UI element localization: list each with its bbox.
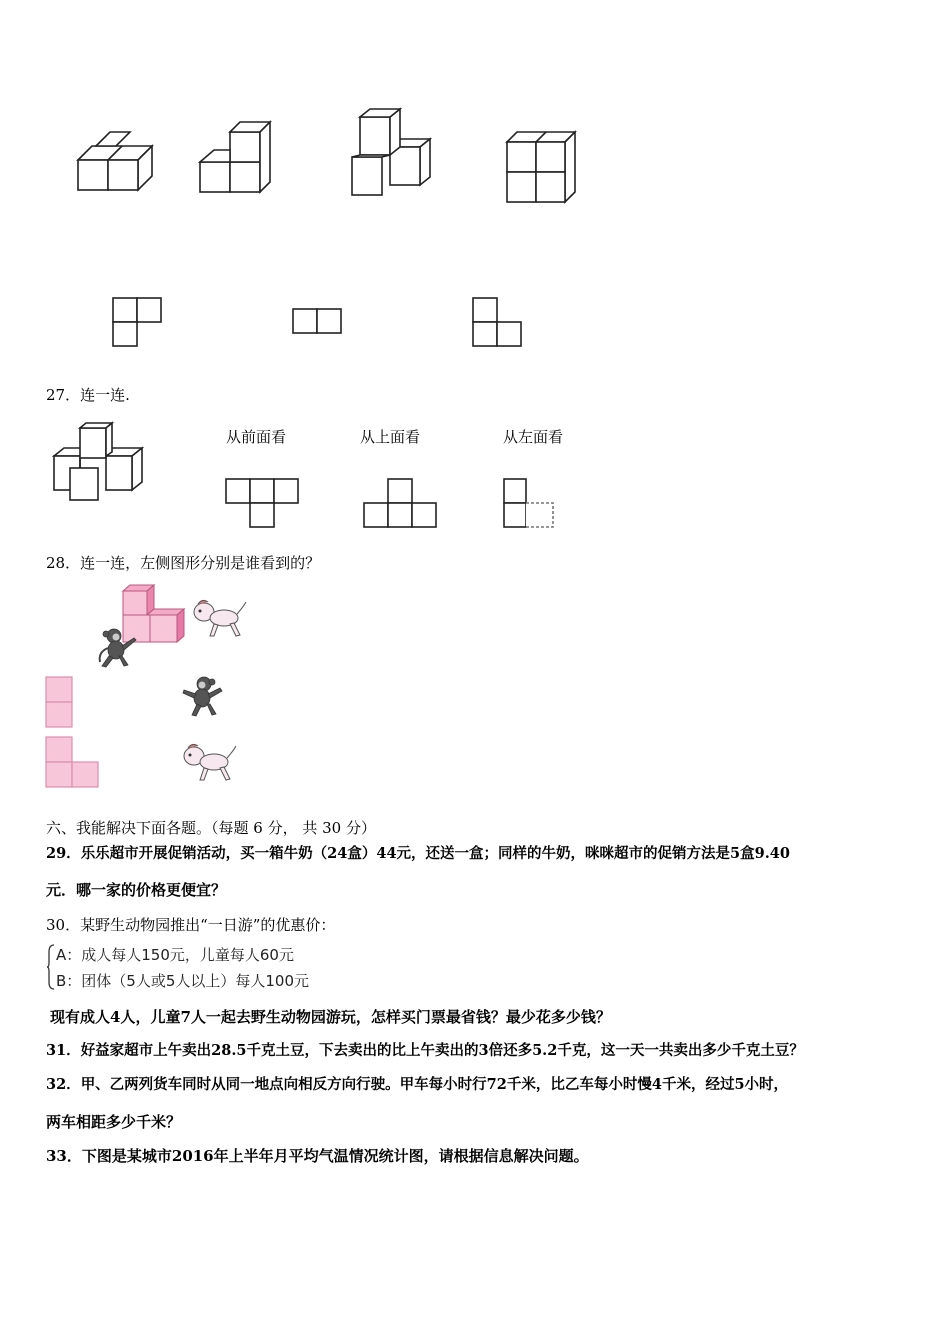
- question-32-line2: 两车相距多少千米？: [46, 1113, 182, 1131]
- question-text: 好益家超市上午卖出28.5千克土豆，下去卖出的比上午卖出的3倍还多5.2千克，这一天一共卖出多少千克土豆？: [80, 1042, 804, 1059]
- question-number: 28．: [46, 554, 81, 572]
- question-number: 31．: [46, 1042, 81, 1059]
- question-number: 33．: [46, 1147, 82, 1165]
- option-b: B：团体（5人或5人以上）每人100元: [56, 972, 310, 990]
- flat-view-2: [292, 308, 344, 336]
- question-28: [46, 553, 320, 573]
- q27-left-view: [503, 478, 555, 530]
- dog-icon: [190, 598, 250, 640]
- dog-icon-2: [180, 742, 240, 784]
- question-number: 27．: [46, 386, 81, 404]
- question-text: 某野生动物园推出“一日游”的优惠价：: [80, 916, 336, 934]
- question-30-ask: 现有成人4人，儿童7人一起去野生动物园游玩，怎样买门票最省钱？最少花多少钱？: [50, 1008, 611, 1026]
- cube-figure-3: [350, 115, 434, 197]
- question-number: 32．: [46, 1076, 81, 1093]
- question-33: [46, 1146, 589, 1166]
- cube-figure-1: [76, 138, 156, 194]
- view-label-front: 从前面看: [226, 428, 287, 446]
- question-32-line1: [46, 1075, 788, 1095]
- view-label-left: 从左面看: [503, 428, 564, 446]
- q27-front-view: [225, 478, 301, 530]
- option-a: A：成人每人150元，儿童每人60元: [56, 946, 294, 964]
- question-27: [46, 385, 130, 405]
- flat-view-1: [112, 297, 164, 347]
- monkey-icon-2: [182, 674, 228, 718]
- brace-icon: [46, 944, 56, 990]
- monkey-icon: [94, 626, 140, 670]
- question-text: 连一连，左侧图形分别是谁看到的？: [80, 554, 321, 572]
- cube-figure-2: [198, 122, 274, 194]
- question-31: [46, 1041, 804, 1061]
- q27-top-view: [363, 478, 439, 530]
- question-text: 下图是某城市2016年上半年月平均气温情况统计图，请根据信息解决问题。: [81, 1147, 589, 1165]
- question-text: 甲、乙两列货车同时从同一地点向相反方向行驶。甲车每小时行72千米，比乙车每小时慢4千米，经过5小时，: [80, 1076, 789, 1093]
- flat-view-3: [472, 297, 524, 347]
- question-29-line1: [46, 844, 790, 864]
- question-number: 30．: [46, 916, 81, 934]
- question-text: 连一连.: [80, 386, 130, 404]
- view-label-top: 从上面看: [360, 428, 421, 446]
- question-text: 乐乐超市开展促销活动，买一箱牛奶（24盒）44元，还送一盒；同样的牛奶，咪咪超市的促销方法是5盒9.40: [80, 845, 790, 862]
- section-6-title: 六、我能解决下面各题。（每题 6 分， 共 30 分）: [46, 819, 376, 837]
- question-number: 29．: [46, 845, 81, 862]
- question-30: [46, 915, 335, 935]
- question-29-line2: 元．哪一家的价格更便宜？: [46, 881, 227, 899]
- q28-shape-vertical: [45, 676, 75, 730]
- q28-shape-l: [45, 736, 101, 790]
- cube-figure-4: [505, 130, 579, 204]
- q27-solid-figure: [52, 426, 148, 502]
